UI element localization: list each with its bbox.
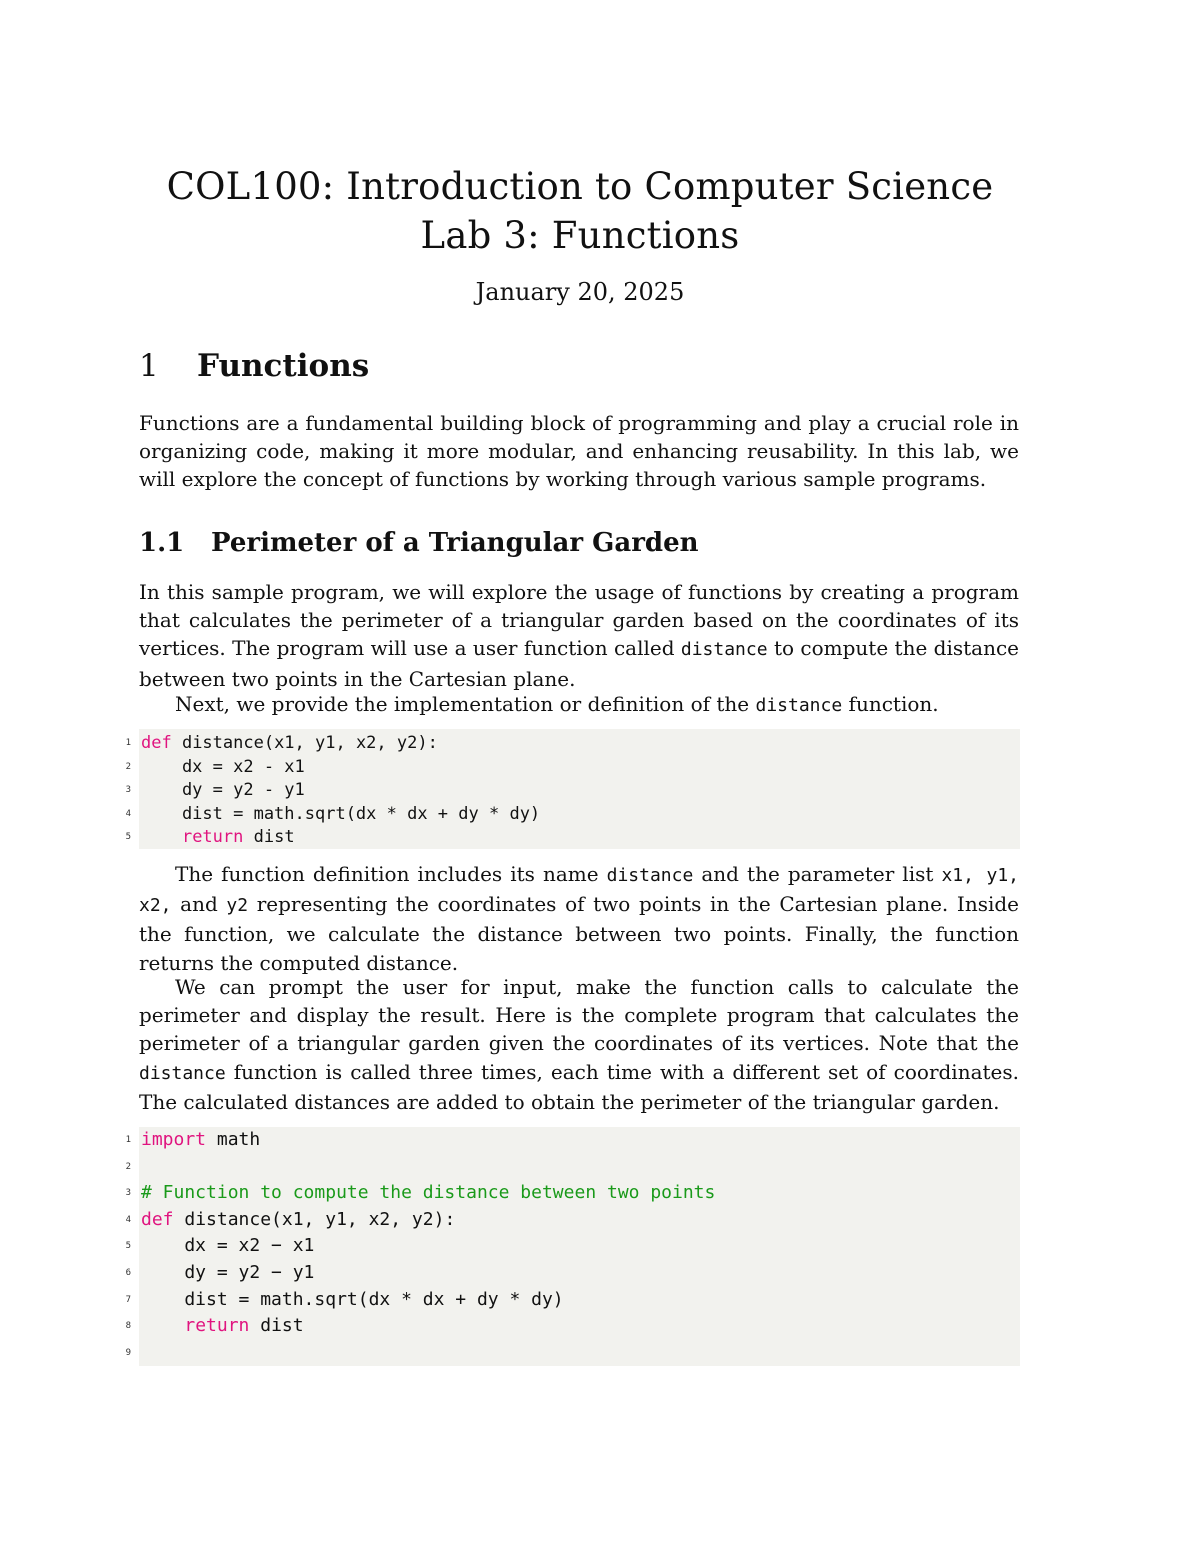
code-line bbox=[125, 1313, 1020, 1340]
code-line bbox=[125, 1287, 1020, 1314]
code-line bbox=[125, 803, 1020, 827]
line-number: 6 bbox=[125, 1267, 131, 1278]
code-indent bbox=[141, 827, 182, 847]
code-text: dy = y2 - y1 bbox=[141, 780, 305, 800]
code-keyword: def bbox=[141, 733, 172, 753]
paragraph-text: The function definition includes its name bbox=[175, 862, 599, 886]
code-line bbox=[125, 1340, 1020, 1367]
section-title: Functions bbox=[197, 348, 370, 384]
line-number: 1 bbox=[125, 738, 131, 748]
code-line bbox=[125, 756, 1020, 780]
code-keyword: return bbox=[181, 827, 244, 847]
section-heading bbox=[139, 348, 369, 384]
code-line bbox=[125, 1233, 1020, 1260]
inline-code: distance bbox=[606, 865, 694, 886]
line-number: 3 bbox=[125, 1188, 131, 1199]
code-text: dist = math.sqrt(dx * dx + dy * dy) bbox=[141, 803, 541, 824]
inline-code: x2, bbox=[139, 895, 172, 917]
code-text: math bbox=[206, 1129, 261, 1150]
inline-code: distance bbox=[139, 1062, 226, 1084]
code-block-program bbox=[125, 1127, 1020, 1366]
code-text: distance(x1, y1, x2, y2): bbox=[171, 733, 438, 753]
code-line bbox=[125, 826, 1020, 850]
line-number: 5 bbox=[125, 1241, 131, 1252]
subsection-title: Perimeter of a Triangular Garden bbox=[211, 528, 699, 558]
section-number: 1 bbox=[139, 348, 159, 384]
code-indent bbox=[141, 1315, 184, 1336]
inline-code: distance bbox=[680, 639, 768, 661]
code-line bbox=[125, 1207, 1020, 1234]
paragraph-text: and the parameter list bbox=[701, 862, 934, 886]
code-block-distance bbox=[125, 729, 1020, 849]
inline-code: x1, y1, bbox=[941, 865, 1019, 886]
code-comment: # Function to compute the distance between two points bbox=[141, 1182, 716, 1204]
paragraph-1 bbox=[139, 578, 1019, 693]
paragraph-text: Next, we provide the implementation or definition of the bbox=[175, 692, 750, 716]
code-line bbox=[125, 1260, 1020, 1287]
paragraph-text: function. bbox=[848, 692, 939, 716]
code-text: dist = math.sqrt(dx * dx + dy * dy) bbox=[141, 1288, 564, 1310]
code-text: dist bbox=[243, 827, 295, 847]
code-line bbox=[125, 1154, 1020, 1181]
line-number: 4 bbox=[125, 1214, 131, 1225]
doc-subtitle: Lab 3: Functions bbox=[420, 214, 740, 257]
code-line bbox=[125, 1127, 1020, 1154]
doc-date: January 20, 2025 bbox=[475, 278, 685, 306]
intro-paragraph: Functions are a fundamental building block of programming and play a crucial role in organizing code, making it more modular, and enhancing reusability. In this lab, we will explore the concept of functions by working through various sample programs. bbox=[139, 411, 1019, 492]
code-line bbox=[125, 1180, 1020, 1207]
line-number: 1 bbox=[125, 1135, 131, 1145]
code-text: dx = x2 − x1 bbox=[141, 1235, 315, 1257]
paragraph-text: representing the coordinates of two points in the Cartesian plane. Inside the function, we calculate the distance between two points. Finally, the function returns the computed distance. bbox=[139, 892, 1020, 975]
paragraph-3 bbox=[139, 860, 1019, 977]
code-text: dx = x2 - x1 bbox=[141, 756, 305, 777]
line-number: 2 bbox=[125, 761, 131, 772]
line-number: 2 bbox=[125, 1161, 131, 1172]
doc-title: COL100: Introduction to Computer Science bbox=[166, 165, 994, 208]
line-number: 3 bbox=[125, 785, 131, 795]
code-line bbox=[125, 779, 1020, 803]
paragraph-text: function is called three times, each time with a different set of coordinates. The calculated distances are added to obtain the perimeter of the triangular garden. bbox=[139, 1059, 1020, 1114]
inline-code: distance bbox=[755, 695, 843, 716]
paragraph-text: to compute the distance between two points in the Cartesian plane. bbox=[139, 636, 1020, 691]
paragraph-2 bbox=[139, 690, 1019, 720]
subsection-heading bbox=[139, 528, 699, 558]
subsection-number: 1.1 bbox=[139, 528, 185, 558]
paragraph-text: We can prompt the user for input, make the function calls to calculate the perimeter and display the result. Here is the complete program that calculates the perimeter of a triangular garden given the coordinates of its vertices. Note that the bbox=[139, 975, 1019, 1056]
code-keyword: return bbox=[184, 1315, 250, 1337]
code-text: dist bbox=[249, 1315, 304, 1337]
paragraph-text: and bbox=[180, 892, 218, 917]
code-text: dy = y2 − y1 bbox=[141, 1261, 315, 1283]
line-number: 8 bbox=[125, 1321, 131, 1332]
code-text: distance(x1, y1, x2, y2): bbox=[173, 1208, 456, 1230]
line-number: 7 bbox=[125, 1294, 131, 1305]
line-number: 9 bbox=[125, 1347, 131, 1358]
code-keyword: import bbox=[141, 1129, 207, 1150]
paragraph-4 bbox=[139, 973, 1019, 1116]
line-number: 5 bbox=[125, 832, 131, 842]
code-line bbox=[125, 732, 1020, 756]
line-number: 4 bbox=[125, 808, 131, 819]
inline-code: y2 bbox=[226, 895, 249, 917]
code-keyword: def bbox=[141, 1208, 174, 1230]
paragraph-text: In this sample program, we will explore the usage of functions by creating a program that calculates the perimeter of a triangular garden based on the coordinates of its vertices. The program will use a user function called bbox=[139, 580, 1019, 661]
